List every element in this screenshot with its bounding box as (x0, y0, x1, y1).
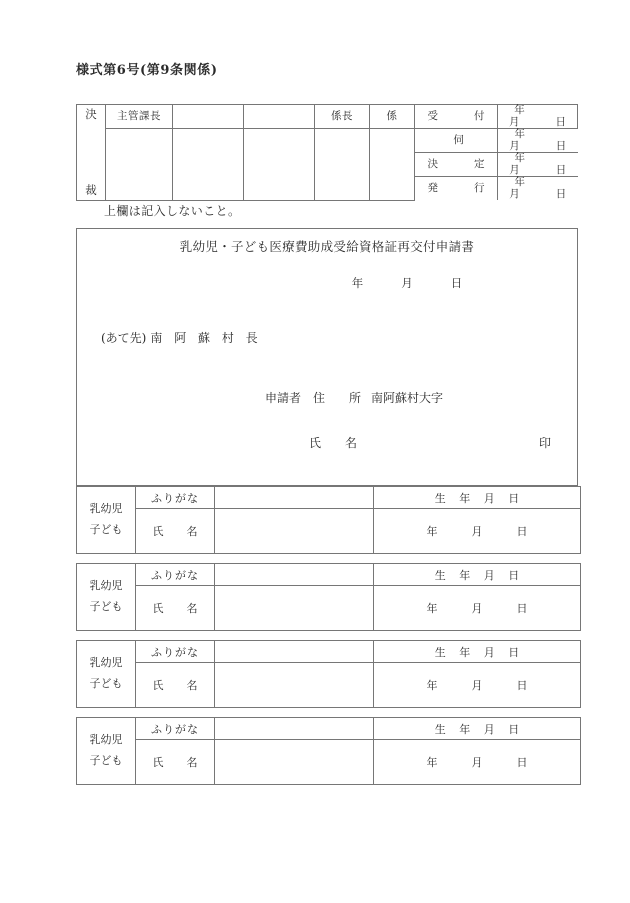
child-category-line2-3: 子ども (89, 677, 123, 690)
kessai-label-bottom: 裁 (85, 183, 97, 198)
child-category-line2-4: 子ども (89, 754, 123, 767)
ukagai-day: 日 (555, 139, 567, 152)
child-category-line1-2: 乳幼児 (89, 579, 123, 593)
child-birth-year-3: 年 (426, 679, 438, 692)
applicant-name-line[interactable] (309, 434, 551, 451)
addressee-prefix: (あて先) (101, 331, 147, 345)
child-furigana-row-4 (77, 718, 581, 740)
child-furigana-row-2 (77, 564, 581, 586)
child-category-line1-1: 乳幼児 (89, 502, 123, 516)
child-category-line2-2: 子ども (89, 600, 123, 613)
child-furigana-value-2[interactable] (215, 564, 374, 586)
child-furigana-value-3[interactable] (215, 641, 374, 663)
application-title: 乳幼児・子ども医療費助成受給資格証再交付申請書 (179, 239, 475, 254)
receipt-date-cell (498, 105, 578, 129)
receipt-month: 月 (509, 115, 520, 128)
hakkou-day: 日 (555, 187, 567, 200)
applicant-name-label: 氏 名 (309, 436, 364, 450)
address-value: 南阿蘇村大字 (371, 391, 444, 405)
approval-signature-cell-4[interactable] (370, 129, 415, 201)
ukagai-month: 月 (509, 139, 520, 152)
child-birthdate-value-1[interactable] (374, 509, 581, 554)
hakkou-month: 月 (509, 187, 520, 200)
applicant-address-line[interactable] (265, 389, 443, 406)
receipt-label: 受 付 (415, 105, 498, 129)
approval-signature-cell-3[interactable] (315, 129, 370, 201)
child-birthdate-value-2[interactable] (374, 586, 581, 631)
child-category-line1-4: 乳幼児 (89, 733, 123, 747)
kettei-date-cell[interactable] (498, 153, 578, 177)
ukagai-date-cell[interactable] (498, 129, 578, 153)
approval-signature-cell-0[interactable] (106, 129, 173, 201)
child-category-4 (77, 718, 136, 785)
child-block-4 (76, 717, 581, 785)
kettei-year: 年 (514, 152, 525, 165)
child-birthdate-header-4: 生 年 月 日 (374, 718, 581, 740)
child-birthdate-value-4[interactable] (374, 740, 581, 785)
application-date-year: 年 (351, 276, 364, 290)
note-text: 上欄は記入しないこと。 (104, 204, 241, 218)
child-name-label-1: 氏 名 (136, 509, 215, 554)
application-date-day: 日 (450, 276, 463, 290)
child-furigana-row-1 (77, 487, 581, 509)
approval-signature-cell-2[interactable] (244, 129, 315, 201)
child-birth-month-2: 月 (471, 602, 483, 615)
kettei-row (415, 153, 578, 177)
child-birth-month-3: 月 (471, 679, 483, 692)
approval-signature-row (77, 129, 578, 201)
hakkou-row (415, 177, 578, 201)
child-name-label-2: 氏 名 (136, 586, 215, 631)
child-birth-month-1: 月 (471, 525, 483, 538)
child-name-value-4[interactable] (215, 740, 374, 785)
child-birthdate-header-3: 生 年 月 日 (374, 641, 581, 663)
applicant-label: 申請者 (265, 391, 302, 405)
child-category-2 (77, 564, 136, 631)
child-name-row-3 (77, 663, 581, 708)
approval-column-header-0: 主管課長 (106, 105, 173, 129)
child-block-1 (76, 486, 581, 554)
child-category-line1-3: 乳幼児 (89, 656, 123, 670)
receipt-year: 年 (514, 104, 525, 116)
child-furigana-label-2: ふりがな (136, 564, 215, 586)
approval-column-header-3: 係長 (315, 105, 370, 129)
child-name-value-2[interactable] (215, 586, 374, 631)
ukagai-row (415, 129, 578, 153)
child-name-label-3: 氏 名 (136, 663, 215, 708)
hakkou-label: 発 行 (415, 177, 498, 201)
kettei-day: 日 (555, 163, 567, 176)
ukagai-year: 年 (514, 128, 525, 141)
kettei-label: 決 定 (415, 153, 498, 177)
child-name-row-2 (77, 586, 581, 631)
child-birthdate-header-2: 生 年 月 日 (374, 564, 581, 586)
approval-column-header-4: 係 (370, 105, 415, 129)
addressee-line (101, 329, 262, 346)
child-birth-day-2: 日 (516, 602, 528, 615)
child-furigana-value-1[interactable] (215, 487, 374, 509)
approval-column-header-2 (244, 105, 315, 129)
approval-table (76, 104, 578, 201)
addressee-name: 南 阿 蘇 村 長 (150, 331, 262, 345)
child-category-3 (77, 641, 136, 708)
child-name-value-1[interactable] (215, 509, 374, 554)
right-subtable-holder (415, 129, 578, 201)
receipt-day: 日 (555, 115, 566, 128)
child-name-value-3[interactable] (215, 663, 374, 708)
child-block-3 (76, 640, 581, 708)
child-birthdate-value-3[interactable] (374, 663, 581, 708)
child-furigana-label-1: ふりがな (136, 487, 215, 509)
child-birth-year-4: 年 (426, 756, 438, 769)
child-name-row-1 (77, 509, 581, 554)
approval-header-row (77, 105, 578, 129)
child-birthdate-header-1: 生 年 月 日 (374, 487, 581, 509)
ukagai-label: 伺 (415, 129, 498, 153)
kettei-month: 月 (509, 163, 520, 176)
child-furigana-label-4: ふりがな (136, 718, 215, 740)
child-birth-day-3: 日 (516, 679, 528, 692)
application-date-line[interactable] (77, 275, 577, 291)
child-birth-year-2: 年 (426, 602, 438, 615)
child-birth-year-1: 年 (426, 525, 438, 538)
approval-column-header-1 (173, 105, 244, 129)
child-name-label-4: 氏 名 (136, 740, 215, 785)
approval-signature-cell-1[interactable] (173, 129, 244, 201)
application-date-month: 月 (401, 276, 413, 290)
kessai-cell (77, 105, 106, 201)
child-category-1 (77, 487, 136, 554)
child-category-line2-1: 子ども (89, 523, 123, 536)
hakkou-date-cell[interactable] (498, 177, 578, 201)
kessai-label-top: 決 (85, 107, 97, 121)
right-status-table (415, 129, 578, 200)
address-label: 住 所 (313, 391, 368, 405)
child-birth-day-4: 日 (516, 756, 528, 769)
child-block-2 (76, 563, 581, 631)
child-furigana-label-3: ふりがな (136, 641, 215, 663)
child-name-row-4 (77, 740, 581, 785)
hakkou-year: 年 (514, 176, 525, 189)
child-furigana-row-3 (77, 641, 581, 663)
child-birth-day-1: 日 (516, 525, 528, 538)
seal-icon: 印 (538, 436, 551, 450)
form-number-heading: 様式第6号(第9条関係) (76, 63, 218, 78)
child-birth-month-4: 月 (471, 756, 483, 769)
child-records-section (76, 486, 578, 794)
application-box (76, 228, 578, 486)
child-furigana-value-4[interactable] (215, 718, 374, 740)
